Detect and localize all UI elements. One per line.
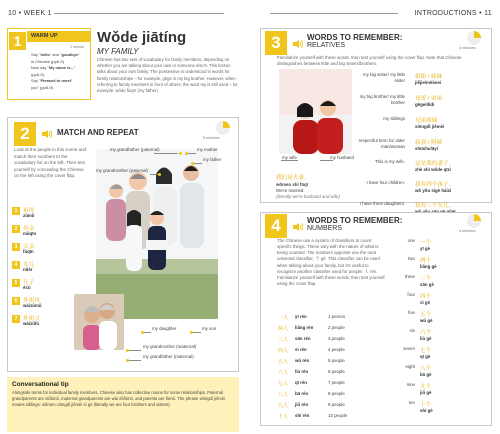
match-vocab-item: 7 外祖父 wàizǔfù: [12, 314, 82, 324]
numbers-time: 4 minutes: [459, 229, 476, 233]
callout-dot: [126, 349, 129, 352]
match-title: MATCH AND REPEAT: [57, 128, 139, 137]
warmup-instructions: [31, 52, 88, 91]
relatives-item: my big sister/ my little sister 姐姐 / 妹妹 jiějie/mèimei: [363, 72, 443, 85]
classifier-row: one 一个 yī gè: [407, 238, 432, 251]
number-row: 九人 jiǔ rén 9 people: [278, 402, 345, 409]
number-row: 两人 liǎng rén 2 people: [278, 325, 345, 332]
number-row: 八人 bā rén 8 people: [278, 391, 345, 398]
classifier-row: five 五个 wǔ gè: [408, 310, 433, 323]
intro-body: Chinese has two sets of vocabulary for family members, depending on whether you are talking about your own or someone else's. This lesson talks about your own family. The possessive is understood in words for family relationships – for example, gēge is my big brother. However, when referring to family members in front of others, the word my is still used – for example: wǒde fùqīn (my father).: [97, 57, 238, 94]
we-english: We're married.: [276, 188, 305, 193]
callout-line: [129, 360, 141, 361]
callout-label: my daughter: [152, 326, 177, 331]
tip-title: Conversational tip: [12, 381, 69, 388]
number-row: 一人 yī rén 1 person: [278, 314, 346, 321]
match-time: 5 minutes: [203, 136, 220, 140]
callout-dot: [185, 152, 188, 155]
wedding-caption: my wife: [282, 155, 297, 160]
number-row: 四人 sì rén 4 people: [278, 347, 345, 354]
relatives-item: my siblings 兄弟姐妹 xiōngdì jiěmèi: [383, 116, 445, 129]
classifier-row: six 六个 liù gè: [409, 328, 432, 341]
warmup-line: (pp8-9).: [31, 71, 46, 77]
callout-line: [194, 163, 202, 164]
warmup-step: 1: [9, 32, 26, 50]
we-pinyin: wǒmen shì fūqī: [276, 182, 308, 187]
relatives-item: my big brother/ my little brother 哥哥 / 弟弟 gēge/dìdi: [359, 94, 443, 107]
match-vocab-item: 4 女儿 nǚér: [12, 260, 82, 270]
callout-line: [150, 174, 158, 175]
intro-title: Wǒde jiātíng: [97, 29, 187, 46]
match-vocab-item: 5 儿子 érzi: [12, 278, 82, 288]
callout-line: [188, 153, 196, 154]
number-row: 五人 wǔ rén 5 people: [278, 358, 345, 365]
header-right-rule: [270, 13, 398, 14]
callout-dot: [179, 152, 182, 155]
callout-dot: [191, 162, 194, 165]
match-vocab-item: 1 祖母 zǔmǔ: [12, 206, 82, 216]
classifier-row: two 两个 liǎng gè: [408, 256, 437, 269]
classifier-row: three 三个 sān gè: [404, 274, 434, 287]
callout-dot: [158, 173, 161, 176]
timer-icon: [467, 214, 481, 228]
relatives-subtitle: RELATIVES: [307, 42, 345, 49]
match-vocab-item: 2 母亲 mǔqīn: [12, 224, 82, 234]
callout-dot: [190, 331, 193, 334]
callout-label: my mother: [197, 147, 218, 152]
relatives-time: 4 minutes: [459, 46, 476, 50]
callout-label: my father: [203, 157, 222, 162]
tip-body: Alongside terms for individual family members, Chinese also has collective nouns for some relationships. Paternal grandparents are zǔfùmǔ, maternal grandparents are wài zǔfùmǔ, and parents are fùmǔ. The phrase xiōngdì jiěmèi means siblings: wǒmen xiōngdì jiěmèi sì gè (literally we are four brothers and sisters).: [12, 390, 226, 408]
caption-line: [281, 160, 298, 161]
callout-line: [154, 153, 178, 154]
timer-icon: [467, 31, 481, 45]
callout-line: [193, 332, 201, 333]
match-vocab-item: 6 外祖母 wàizǔmǔ: [12, 296, 82, 306]
classifier-row: nine 九个 jiǔ gè: [406, 382, 432, 395]
we-note: (literally we're husband and wife): [276, 194, 340, 199]
number-row: 十人 shí rén 10 people: [278, 413, 348, 420]
match-text: Look at the people in this scene and match their numbers to the vocabulary list on the left. Then test yourself by concealing the Chinese on the left using the cover flap.: [14, 147, 87, 179]
match-vocab-item: 3 父亲 fùqīn: [12, 242, 82, 252]
classifier-row: ten 十个 shí gè: [408, 400, 433, 413]
we-chinese: 我们是夫妻。: [276, 175, 310, 181]
timer-icon: [216, 121, 230, 135]
match-step: 2: [14, 122, 36, 146]
number-row: 六人 liù rén 6 people: [278, 369, 345, 376]
relatives-item: I have three daughters. 我有三个女儿。: [359, 201, 455, 209]
classifier-row: seven 七个 qī gè: [403, 346, 432, 359]
warmup-line: Now say "My name is...": [31, 65, 76, 70]
caption-line: [320, 160, 333, 161]
intro-subtitle: MY FAMILY: [97, 47, 139, 56]
speaker-icon[interactable]: [291, 221, 303, 233]
warmup-line: in Chinese (pp8-9).: [31, 58, 66, 64]
numbers-title: WORDS TO REMEMBER:: [307, 216, 403, 225]
warmup-time: 1 minute: [70, 45, 85, 49]
relatives-step: 3: [265, 31, 287, 55]
numbers-step: 4: [265, 214, 287, 238]
callout-label: my grandfather (paternal): [110, 147, 160, 152]
callout-label: my son: [202, 326, 217, 331]
header-left-rule: [54, 13, 224, 14]
warmup-title: WARM UP: [27, 31, 90, 42]
number-row: 七人 qī rén 7 people: [278, 380, 345, 387]
speaker-icon[interactable]: [40, 128, 52, 140]
grandparents-photo: [74, 294, 124, 350]
number-row: 三人 sān rén 3 people: [278, 336, 345, 343]
wedding-caption: my husband: [330, 155, 354, 160]
relatives-item: respectful term for older man/woman 叔叔 / 阿姨 shūshu/āyí: [358, 138, 443, 151]
callout-label: my grandfather (maternal): [143, 354, 194, 359]
relatives-text: Familiarize yourself with these words, then test yourself using the cover flap. Note that Chinese distinguishes between little and big sisters/brothers.: [277, 55, 462, 67]
wedding-photo: [279, 69, 352, 154]
callout-line: [129, 350, 141, 351]
callout-label: my grandmother (maternal): [143, 344, 197, 349]
callout-line: [144, 332, 151, 333]
relatives-item: This is my wife. 这是我的妻子。 zhè shì wǒde qīzi: [374, 159, 455, 172]
numbers-subtitle: NUMBERS: [307, 225, 343, 232]
callout-label: my grandmother (paternal): [96, 168, 148, 173]
relatives-item: I have four children. 我有四个孩子。 wǒ yǒu sìgè háizi: [366, 180, 455, 193]
classifier-row: eight 八个 bā gè: [405, 364, 432, 377]
relatives-title: WORDS TO REMEMBER:: [307, 33, 403, 42]
warmup-line: Say "hello" and "goodbye": [31, 52, 80, 57]
header-left: 10 • WEEK 1: [8, 9, 52, 17]
warmup-line: you" (pp8-9).: [31, 84, 54, 90]
numbers-text: The Chinese use a system of classifiers to count specific things. These vary with the nature of what is being counted. The numbers opposite use the neat universal classifier, 个 gè. This classifier can be used when talking about your family, but it's useful to recognize another classifier used for people: 人 rén. Familiarize yourself with these words, then test yourself using the cover flap.: [277, 238, 385, 287]
classifier-row: four 四个 sì gè: [407, 292, 432, 305]
warmup-line: Say "Pleased to meet": [31, 78, 73, 83]
speaker-icon[interactable]: [291, 38, 303, 50]
callout-dot: [141, 331, 144, 334]
header-right: INTRODUCTIONS • 11: [414, 9, 492, 17]
callout-dot: [126, 359, 129, 362]
